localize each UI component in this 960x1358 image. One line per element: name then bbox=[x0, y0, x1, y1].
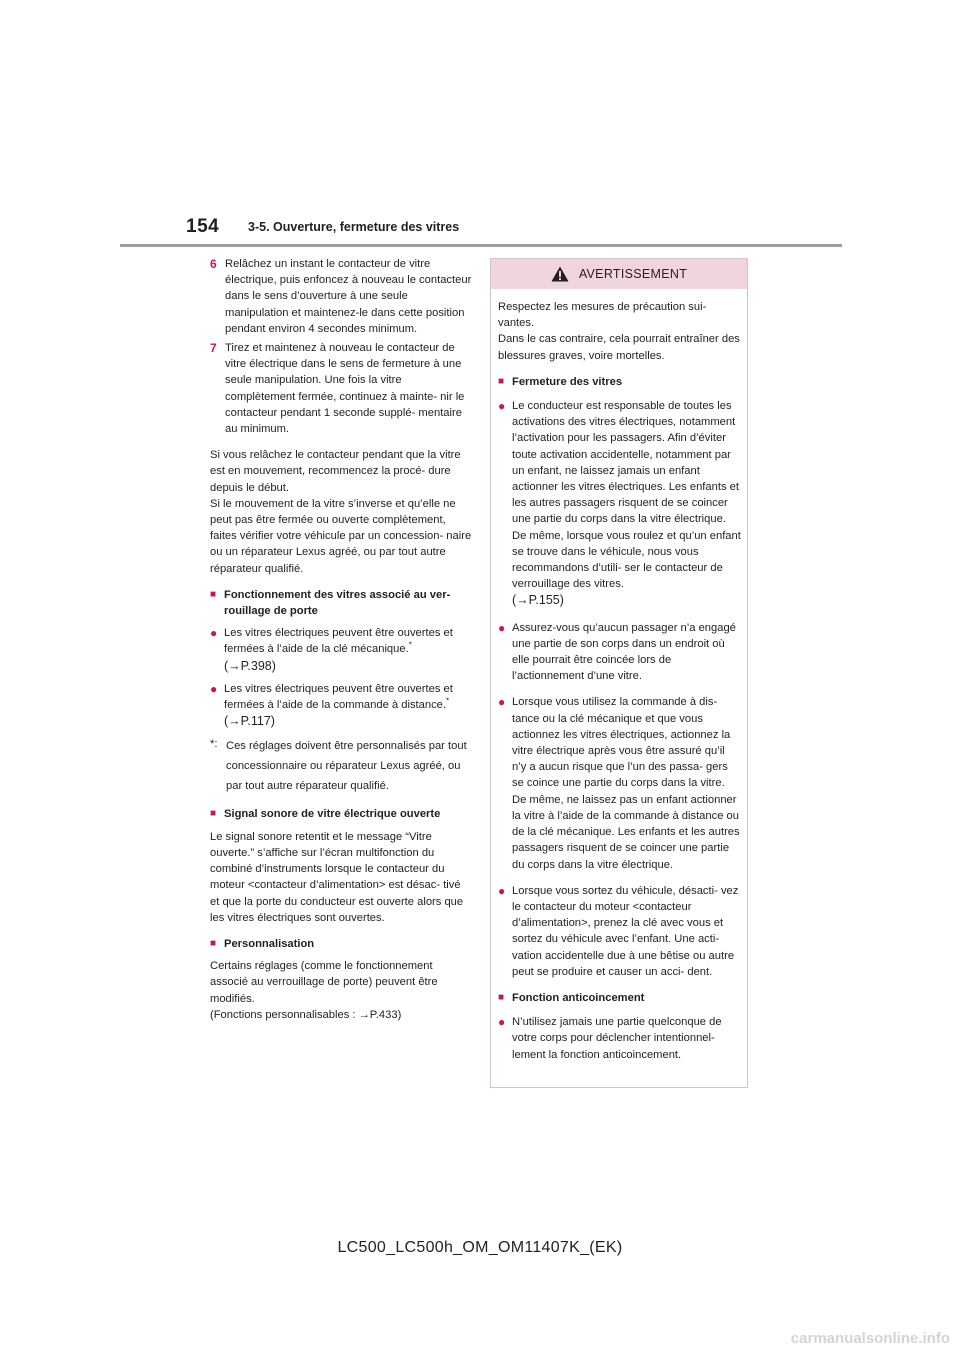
warning-header bbox=[491, 259, 747, 289]
footnote-mark: *: bbox=[210, 738, 218, 751]
warning-box bbox=[490, 258, 748, 1088]
warning-triangle-icon bbox=[551, 266, 569, 282]
circle-bullet-icon: ● bbox=[210, 626, 218, 641]
subheading-open-window-signal: ■ Signal sonore de vitre électrique ouverte bbox=[210, 806, 472, 822]
footnote-marker: * bbox=[446, 696, 450, 706]
circle-bullet-icon: ● bbox=[498, 399, 506, 414]
footnote-text: Ces réglages doivent être personnalisés par tout concessionnaire ou réparateur Lexus agréé, ou par tout autre réparateur qualifié. bbox=[226, 740, 467, 793]
square-bullet-icon: ■ bbox=[498, 991, 505, 1003]
circle-bullet-icon: ● bbox=[498, 620, 506, 635]
square-bullet-icon: ■ bbox=[498, 375, 505, 387]
circle-bullet-icon: ● bbox=[498, 1015, 506, 1030]
step-text: Tirez et maintenez à nouveau le contacteur de vitre électrique dans le sens de fermeture à une seule manipulation. Une fois la vitre complètement fermée, continuez à mainte- nir le contacteur pendant 1 seconde supplé- mentaire au minimum. bbox=[225, 342, 465, 436]
list-item: ● Assurez-vous qu’aucun passager n’a engagé une partie de son corps dans un endroit où elle pourrait être coincée lors de l’actionnement d’une vitre. bbox=[498, 620, 741, 685]
square-bullet-icon: ■ bbox=[210, 937, 217, 949]
section-title: 3-5. Ouverture, fermeture des vitres bbox=[248, 220, 460, 234]
list-item: ● N’utilisez jamais une partie quelconque de votre corps pour déclencher intentionnel- lement la fonction anticoincement. bbox=[498, 1014, 741, 1063]
footnote-marker: * bbox=[408, 640, 412, 650]
page-reference-link[interactable]: (→P.117) bbox=[224, 714, 275, 729]
step-number: 6 bbox=[210, 257, 217, 271]
page-reference-link[interactable]: (→P.398) bbox=[224, 658, 276, 673]
subheading-window-closing: ■ Fermeture des vitres bbox=[498, 374, 741, 390]
paragraph-signal: Le signal sonore retentit et le message “Vitre ouverte.” s’affiche sur l’écran multifonction du combiné d’instruments lorsque le contacteur du moteur <contacteur d’alimentation> est désac- tivé et que la porte du conducteur est ouverte alors que les vitres électriques sont ouvertes. bbox=[210, 830, 464, 924]
subheading-anti-pinch: ■ Fonction anticoincement bbox=[498, 990, 741, 1006]
warning-body bbox=[491, 289, 747, 1063]
list-item: ● Lorsque vous utilisez la commande à dis- tance ou la clé mécanique et que vous actionnez les vitres électriques, actionnez la vitre électrique après vous être assuré qu’il n’y a aucun risque que l’un des passa- gers se coince une partie du corps dans la vitre. De même, ne laissez pas un enfant actionner la vitre à l’aide de la commande à distance ou de la clé mécanique. Les enfants et les autres passagers risquent de se coincer une partie du corps dans la vitre électrique. bbox=[498, 694, 741, 872]
header-rule bbox=[120, 244, 842, 247]
step-7 bbox=[210, 340, 472, 437]
warning-intro: Respectez les mesures de précaution sui- vantes. Dans le cas contraire, cela pourrait entraîner des blessures graves, voire mortelles. bbox=[498, 301, 740, 362]
square-bullet-icon: ■ bbox=[210, 588, 217, 600]
step-number: 7 bbox=[210, 341, 217, 356]
subheading-door-lock: ■ Fonctionnement des vitres associé au ver- rouillage de porte bbox=[210, 587, 472, 619]
page-reference-link[interactable]: (→P.155) bbox=[512, 593, 564, 608]
warning-title: AVERTISSEMENT bbox=[578, 266, 688, 281]
step-6 bbox=[210, 256, 472, 337]
step-text: Relâchez un instant le contacteur de vitre électrique, puis enfoncez à nouveau le contacteur dans le sens d’ouverture à une seule manipulation et maintenez-le dans cette position pendant environ 4 secondes minimum. bbox=[225, 258, 472, 335]
page-number: 154 bbox=[186, 216, 220, 237]
circle-bullet-icon: ● bbox=[498, 695, 506, 710]
paragraph-personalisation: Certains réglages (comme le fonctionnement associé au verrouillage de porte) peuvent être modifiés. (Fonctions personnalisables : →P.433) bbox=[210, 960, 438, 1021]
list-item: ● Lorsque vous sortez du véhicule, désacti- vez le contacteur du moteur <contacteur d’alimentation>, prenez la clé avec vous et sortez du véhicule avec l’enfant. Une acti- vation accidentelle due à une bêtise ou autre peut se produire et causer un acci- dent. bbox=[498, 883, 741, 980]
left-column bbox=[210, 256, 472, 1033]
list-item: ● Les vitres électriques peuvent être ouvertes et fermées à l’aide de la commande à distance.* (→P.117) bbox=[210, 681, 472, 731]
list-item: ● Les vitres électriques peuvent être ouvertes et fermées à l’aide de la clé mécanique.* (→P.398) bbox=[210, 625, 472, 675]
footnote bbox=[210, 736, 472, 796]
square-bullet-icon: ■ bbox=[210, 808, 217, 820]
paragraph-restart: Si vous relâchez le contacteur pendant que la vitre est en mouvement, recommencez la procé- dure depuis le début. Si le mouvement de la vitre s’inverse et qu’elle ne peut pas être fermée ou ouverte complètement, faites vérifier votre véhicule par un concession- naire ou un réparateur Lexus agréé, ou par tout autre réparateur qualifié. bbox=[210, 449, 472, 575]
list-item: ● Le conducteur est responsable de toutes les activations des vitres électriques, notamment l’activation pour les passagers. Afin d’éviter toute activation accidentelle, notamment par un enfant, ne laissez jamais un enfant actionner les vitres électriques. Les enfants et les autres passagers risquent de se coincer une partie du corps dans la vitre électrique. De même, lorsque vous roulez et qu’un enfant se trouve dans le véhicule, nous vous recommandons d’utili- ser le contacteur de verrouillage des vitres. (→P.155) bbox=[498, 398, 741, 610]
subheading-personalisation: ■ Personnalisation bbox=[210, 936, 472, 952]
circle-bullet-icon: ● bbox=[210, 681, 218, 696]
watermark: carmanualsonline.info bbox=[790, 1330, 950, 1347]
document-id: LC500_LC500h_OM_OM11407K_(EK) bbox=[337, 1239, 623, 1256]
circle-bullet-icon: ● bbox=[498, 883, 506, 898]
